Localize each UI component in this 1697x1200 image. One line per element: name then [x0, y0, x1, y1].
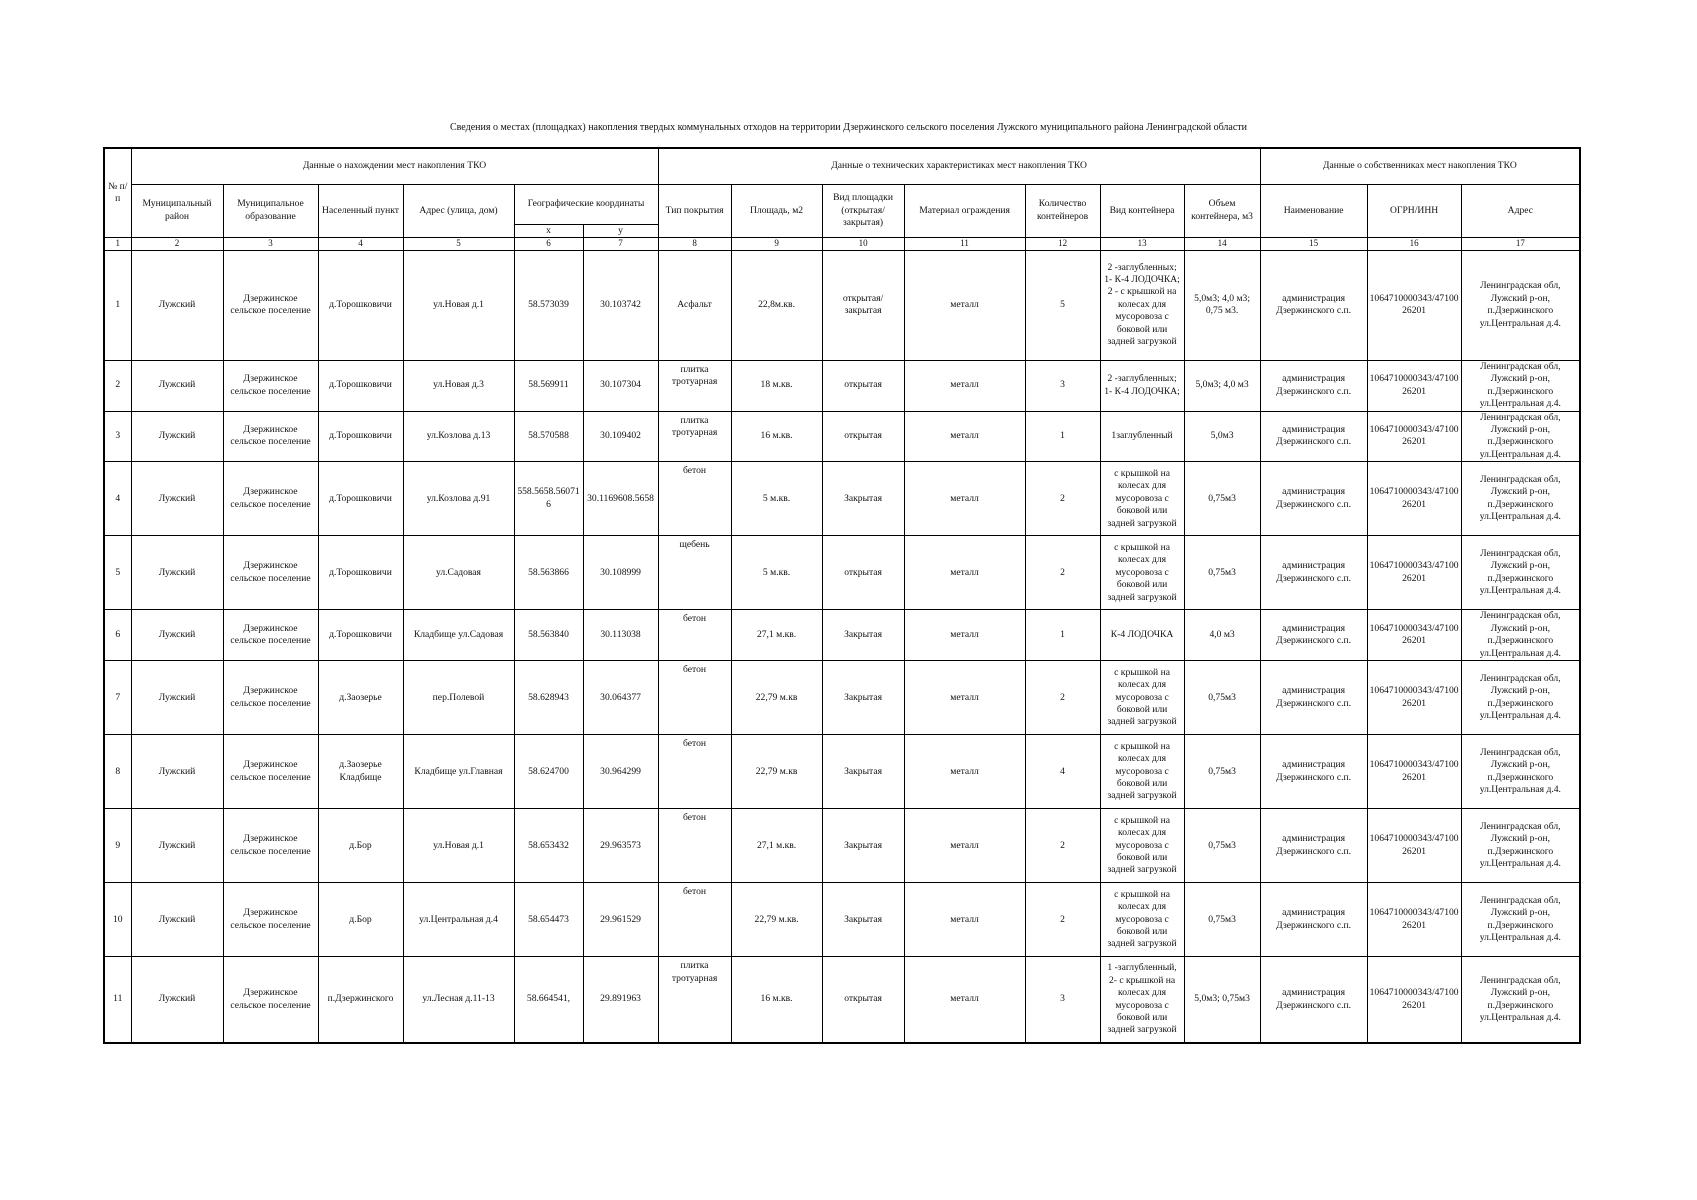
cell-volume: 5,0м3; 4,0 м3; 0,75 м3. [1184, 250, 1260, 360]
cell-municipality: Дзержинское сельское поселение [223, 735, 318, 809]
cell-municipality: Дзержинское сельское поселение [223, 250, 318, 360]
cell-container: 2 -заглубленных; 1- К-4 ЛОДОЧКА; [1100, 360, 1184, 411]
cell-municipality: Дзержинское сельское поселение [223, 411, 318, 462]
cell-address: пер.Полевой [403, 661, 514, 735]
cell-district: Лужский [131, 411, 223, 462]
cell-container: с крышкой на колесах для мусоровоза с боковой или задней загрузкой [1100, 661, 1184, 735]
cell-volume: 0,75м3 [1184, 735, 1260, 809]
cell-x: 58.624700 [514, 735, 583, 809]
cell-area: 18 м.кв. [731, 360, 822, 411]
cell-type: Закрытая [822, 610, 904, 661]
cell-owner-address: Ленинградская обл, Лужский р-он, п.Дзержинского ул.Центральная д.4. [1461, 250, 1580, 360]
cell-address: ул.Садовая [403, 536, 514, 610]
cell-address: ул.Центральная д.4 [403, 883, 514, 957]
cell-address: ул.Козлова д.91 [403, 462, 514, 536]
cell-area: 16 м.кв. [731, 957, 822, 1043]
cell-owner-address: Ленинградская обл, Лужский р-он, п.Дзержинского ул.Центральная д.4. [1461, 462, 1580, 536]
table-row [104, 883, 1580, 957]
cell-y: 30.107304 [583, 360, 658, 411]
cell-fence: металл [904, 536, 1025, 610]
cell-area: 22,79 м.кв [731, 661, 822, 735]
cell-settlement: д.Торошковичи [318, 610, 403, 661]
cell-owner: администрация Дзержинского с.п. [1260, 411, 1367, 462]
cell-municipality: Дзержинское сельское поселение [223, 661, 318, 735]
cell-n: 5 [104, 536, 131, 610]
cell-area: 16 м.кв. [731, 411, 822, 462]
cell-type: Закрытая [822, 809, 904, 883]
cell-count: 3 [1025, 957, 1100, 1043]
cell-x: 58.570588 [514, 411, 583, 462]
cell-owner-address: Ленинградская обл, Лужский р-он, п.Дзержинского ул.Центральная д.4. [1461, 735, 1580, 809]
cell-settlement: д.Заозерье [318, 661, 403, 735]
header-col-coordinates: Географические координаты [514, 184, 658, 224]
column-number: 11 [904, 237, 1025, 250]
column-number: 13 [1100, 237, 1184, 250]
cell-ogrn: 1064710000343/4710026201 [1367, 462, 1461, 536]
cell-y: 29.963573 [583, 809, 658, 883]
cell-fence: металл [904, 250, 1025, 360]
cell-fence: металл [904, 411, 1025, 462]
cell-settlement: д.Торошковичи [318, 360, 403, 411]
cell-container: 2 -заглубленных; 1- К-4 ЛОДОЧКА; 2 - с крышкой на колесах для мусоровоза с боковой или задней загрузкой [1100, 250, 1184, 360]
header-col: Муниципальный район [131, 184, 223, 237]
cell-ogrn: 1064710000343/4710026201 [1367, 250, 1461, 360]
column-number: 8 [658, 237, 731, 250]
table-row [104, 250, 1580, 360]
cell-district: Лужский [131, 610, 223, 661]
cell-volume: 5,0м3 [1184, 411, 1260, 462]
header-no: № п/п [104, 148, 131, 237]
cell-address: ул.Новая д.1 [403, 250, 514, 360]
cell-owner-address: Ленинградская обл, Лужский р-он, п.Дзержинского ул.Центральная д.4. [1461, 809, 1580, 883]
cell-type: Закрытая [822, 462, 904, 536]
cell-volume: 0,75м3 [1184, 536, 1260, 610]
header-col: Материал ограждения [904, 184, 1025, 237]
cell-n: 10 [104, 883, 131, 957]
cell-district: Лужский [131, 735, 223, 809]
table-row [104, 735, 1580, 809]
cell-fence: металл [904, 735, 1025, 809]
table-row [104, 661, 1580, 735]
table-row [104, 411, 1580, 462]
document-title: Сведения о местах (площадках) накопления твердых коммунальных отходов на территории Дзержинского сельского поселения Лужского муниципального района Ленинградской области [449, 122, 1248, 133]
cell-owner: администрация Дзержинского с.п. [1260, 661, 1367, 735]
table-header [104, 148, 1580, 250]
cell-owner-address: Ленинградская обл, Лужский р-он, п.Дзержинского ул.Центральная д.4. [1461, 883, 1580, 957]
cell-y: 30.113038 [583, 610, 658, 661]
cell-owner: администрация Дзержинского с.п. [1260, 883, 1367, 957]
cell-count: 1 [1025, 610, 1100, 661]
cell-owner-address: Ленинградская обл, Лужский р-он, п.Дзержинского ул.Центральная д.4. [1461, 957, 1580, 1043]
header-col: Наименование [1260, 184, 1367, 237]
cell-count: 1 [1025, 411, 1100, 462]
header-coord-y: y [583, 224, 658, 237]
header-col: Количество контейнеров [1025, 184, 1100, 237]
column-number: 5 [403, 237, 514, 250]
table-row [104, 610, 1580, 661]
cell-x: 58.569911 [514, 360, 583, 411]
cell-count: 2 [1025, 809, 1100, 883]
cell-owner-address: Ленинградская обл, Лужский р-он, п.Дзержинского ул.Центральная д.4. [1461, 536, 1580, 610]
cell-type: Закрытая [822, 735, 904, 809]
cell-owner: администрация Дзержинского с.п. [1260, 610, 1367, 661]
cell-owner: администрация Дзержинского с.п. [1260, 360, 1367, 411]
cell-district: Лужский [131, 809, 223, 883]
header-col: Тип покрытия [658, 184, 731, 237]
cell-container: К-4 ЛОДОЧКА [1100, 610, 1184, 661]
cell-type: открытая [822, 536, 904, 610]
waste-sites-table [103, 147, 1581, 1044]
header-col: Вид площадки (открытая/закрытая) [822, 184, 904, 237]
table-row [104, 536, 1580, 610]
cell-settlement: д.Бор [318, 809, 403, 883]
column-number: 10 [822, 237, 904, 250]
cell-district: Лужский [131, 883, 223, 957]
cell-settlement: п.Дзержинского [318, 957, 403, 1043]
table-row [104, 462, 1580, 536]
cell-area: 27,1 м.кв. [731, 809, 822, 883]
cell-owner: администрация Дзержинского с.п. [1260, 250, 1367, 360]
header-coord-x: x [514, 224, 583, 237]
cell-fence: металл [904, 462, 1025, 536]
cell-ogrn: 1064710000343/4710026201 [1367, 809, 1461, 883]
cell-volume: 5,0м3; 0,75м3 [1184, 957, 1260, 1043]
cell-x: 58.573039 [514, 250, 583, 360]
cell-cover: Асфальт [658, 250, 731, 360]
column-number: 3 [223, 237, 318, 250]
cell-settlement: д.Заозерье Кладбище [318, 735, 403, 809]
cell-fence: металл [904, 957, 1025, 1043]
table-row [104, 360, 1580, 411]
cell-municipality: Дзержинское сельское поселение [223, 610, 318, 661]
column-numbers-row [104, 237, 1580, 250]
cell-volume: 4,0 м3 [1184, 610, 1260, 661]
cell-n: 9 [104, 809, 131, 883]
cell-ogrn: 1064710000343/4710026201 [1367, 360, 1461, 411]
cell-owner: администрация Дзержинского с.п. [1260, 462, 1367, 536]
cell-municipality: Дзержинское сельское поселение [223, 536, 318, 610]
cell-settlement: д.Торошковичи [318, 250, 403, 360]
cell-count: 2 [1025, 462, 1100, 536]
cell-owner-address: Ленинградская обл, Лужский р-он, п.Дзержинского ул.Центральная д.4. [1461, 360, 1580, 411]
cell-type: открытая [822, 360, 904, 411]
cell-cover: бетон [658, 809, 731, 883]
cell-type: Закрытая [822, 883, 904, 957]
cell-district: Лужский [131, 536, 223, 610]
table-row [104, 809, 1580, 883]
cell-container: с крышкой на колесах для мусоровоза с боковой или задней загрузкой [1100, 536, 1184, 610]
column-number: 9 [731, 237, 822, 250]
table-body [104, 250, 1580, 1043]
cell-settlement: д.Бор [318, 883, 403, 957]
cell-cover: плитка тротуарная [658, 360, 731, 411]
cell-count: 3 [1025, 360, 1100, 411]
cell-type: открытая [822, 957, 904, 1043]
cell-ogrn: 1064710000343/4710026201 [1367, 610, 1461, 661]
cell-y: 30.109402 [583, 411, 658, 462]
cell-cover: плитка тротуарная [658, 957, 731, 1043]
cell-x: 558.5658.560716 [514, 462, 583, 536]
header-group-location: Данные о нахождении мест накопления ТКО [131, 148, 658, 184]
cell-container: 1заглубленный [1100, 411, 1184, 462]
column-number: 7 [583, 237, 658, 250]
cell-municipality: Дзержинское сельское поселение [223, 462, 318, 536]
cell-count: 2 [1025, 661, 1100, 735]
cell-volume: 5,0м3; 4,0 м3 [1184, 360, 1260, 411]
header-col: Населенный пункт [318, 184, 403, 237]
cell-fence: металл [904, 883, 1025, 957]
cell-address: Кладбище ул.Главная [403, 735, 514, 809]
cell-district: Лужский [131, 957, 223, 1043]
cell-type: открытая [822, 411, 904, 462]
column-number: 4 [318, 237, 403, 250]
cell-district: Лужский [131, 360, 223, 411]
cell-ogrn: 1064710000343/4710026201 [1367, 957, 1461, 1043]
cell-area: 22,79 м.кв. [731, 883, 822, 957]
cell-area: 22,8м.кв. [731, 250, 822, 360]
cell-y: 30.064377 [583, 661, 658, 735]
cell-fence: металл [904, 360, 1025, 411]
column-number: 16 [1367, 237, 1461, 250]
cell-y: 29.891963 [583, 957, 658, 1043]
cell-area: 5 м.кв. [731, 462, 822, 536]
cell-volume: 0,75м3 [1184, 462, 1260, 536]
header-col: Муниципальное образование [223, 184, 318, 237]
cell-settlement: д.Торошковичи [318, 462, 403, 536]
cell-district: Лужский [131, 661, 223, 735]
cell-area: 27,1 м.кв. [731, 610, 822, 661]
cell-n: 1 [104, 250, 131, 360]
cell-ogrn: 1064710000343/4710026201 [1367, 735, 1461, 809]
cell-n: 4 [104, 462, 131, 536]
header-col: Объем контейнера, м3 [1184, 184, 1260, 237]
cell-cover: бетон [658, 462, 731, 536]
cell-volume: 0,75м3 [1184, 809, 1260, 883]
cell-y: 30.103742 [583, 250, 658, 360]
cell-ogrn: 1064710000343/4710026201 [1367, 661, 1461, 735]
cell-municipality: Дзержинское сельское поселение [223, 957, 318, 1043]
cell-district: Лужский [131, 250, 223, 360]
cell-cover: плитка тротуарная [658, 411, 731, 462]
cell-count: 5 [1025, 250, 1100, 360]
header-col: Площадь, м2 [731, 184, 822, 237]
cell-count: 2 [1025, 883, 1100, 957]
cell-fence: металл [904, 809, 1025, 883]
cell-fence: металл [904, 661, 1025, 735]
cell-address: ул.Новая д.3 [403, 360, 514, 411]
cell-cover: бетон [658, 883, 731, 957]
cell-type: открытая/ закрытая [822, 250, 904, 360]
cell-ogrn: 1064710000343/4710026201 [1367, 883, 1461, 957]
cell-owner: администрация Дзержинского с.п. [1260, 809, 1367, 883]
cell-x: 58.664541, [514, 957, 583, 1043]
cell-municipality: Дзержинское сельское поселение [223, 883, 318, 957]
cell-owner: администрация Дзержинского с.п. [1260, 735, 1367, 809]
cell-cover: бетон [658, 735, 731, 809]
cell-municipality: Дзержинское сельское поселение [223, 360, 318, 411]
cell-y: 29.961529 [583, 883, 658, 957]
cell-n: 6 [104, 610, 131, 661]
column-number: 17 [1461, 237, 1580, 250]
cell-fence: металл [904, 610, 1025, 661]
cell-container: с крышкой на колесах для мусоровоза с боковой или задней загрузкой [1100, 883, 1184, 957]
cell-y: 30.1169608.5658 [583, 462, 658, 536]
cell-ogrn: 1064710000343/4710026201 [1367, 536, 1461, 610]
cell-n: 3 [104, 411, 131, 462]
cell-x: 58.563866 [514, 536, 583, 610]
cell-volume: 0,75м3 [1184, 883, 1260, 957]
cell-owner-address: Ленинградская обл, Лужский р-он, п.Дзержинского ул.Центральная д.4. [1461, 610, 1580, 661]
table-row [104, 957, 1580, 1043]
cell-address: ул.Новая д.1 [403, 809, 514, 883]
column-number: 15 [1260, 237, 1367, 250]
cell-x: 58.628943 [514, 661, 583, 735]
cell-owner-address: Ленинградская обл, Лужский р-он, п.Дзержинского ул.Центральная д.4. [1461, 661, 1580, 735]
column-number: 2 [131, 237, 223, 250]
cell-owner-address: Ленинградская обл, Лужский р-он, п.Дзержинского ул.Центральная д.4. [1461, 411, 1580, 462]
cell-area: 22,79 м.кв [731, 735, 822, 809]
cell-district: Лужский [131, 462, 223, 536]
cell-address: ул.Козлова д.13 [403, 411, 514, 462]
cell-settlement: д.Торошковичи [318, 536, 403, 610]
header-col: ОГРН/ИНН [1367, 184, 1461, 237]
cell-volume: 0,75м3 [1184, 661, 1260, 735]
header-group-tech: Данные о технических характеристиках мест накопления ТКО [658, 148, 1260, 184]
header-col: Вид контейнера [1100, 184, 1184, 237]
column-number: 14 [1184, 237, 1260, 250]
cell-container: 1 -заглубленный, 2- с крышкой на колесах для мусоровоза с боковой или задней загрузкой [1100, 957, 1184, 1043]
header-col: Адрес (улица, дом) [403, 184, 514, 237]
column-number: 1 [104, 237, 131, 250]
cell-n: 7 [104, 661, 131, 735]
cell-container: с крышкой на колесах для мусоровоза с боковой или задней загрузкой [1100, 735, 1184, 809]
header-group-owner: Данные о собственниках мест накопления ТКО [1260, 148, 1580, 184]
cell-cover: бетон [658, 610, 731, 661]
header-col: Адрес [1461, 184, 1580, 237]
cell-count: 2 [1025, 536, 1100, 610]
cell-x: 58.563840 [514, 610, 583, 661]
cell-n: 11 [104, 957, 131, 1043]
cell-count: 4 [1025, 735, 1100, 809]
cell-y: 30.964299 [583, 735, 658, 809]
cell-n: 8 [104, 735, 131, 809]
cell-x: 58.654473 [514, 883, 583, 957]
cell-cover: щебень [658, 536, 731, 610]
cell-municipality: Дзержинское сельское поселение [223, 809, 318, 883]
column-number: 12 [1025, 237, 1100, 250]
cell-ogrn: 1064710000343/4710026201 [1367, 411, 1461, 462]
cell-type: Закрытая [822, 661, 904, 735]
cell-address: Кладбище ул.Садовая [403, 610, 514, 661]
cell-x: 58.653432 [514, 809, 583, 883]
cell-owner: администрация Дзержинского с.п. [1260, 957, 1367, 1043]
cell-area: 5 м.кв. [731, 536, 822, 610]
cell-container: с крышкой на колесах для мусоровоза с боковой или задней загрузкой [1100, 809, 1184, 883]
cell-address: ул.Лесная д.11-13 [403, 957, 514, 1043]
cell-owner: администрация Дзержинского с.п. [1260, 536, 1367, 610]
cell-settlement: д.Торошковичи [318, 411, 403, 462]
cell-container: с крышкой на колесах для мусоровоза с боковой или задней загрузкой [1100, 462, 1184, 536]
cell-cover: бетон [658, 661, 731, 735]
cell-n: 2 [104, 360, 131, 411]
cell-y: 30.108999 [583, 536, 658, 610]
column-number: 6 [514, 237, 583, 250]
